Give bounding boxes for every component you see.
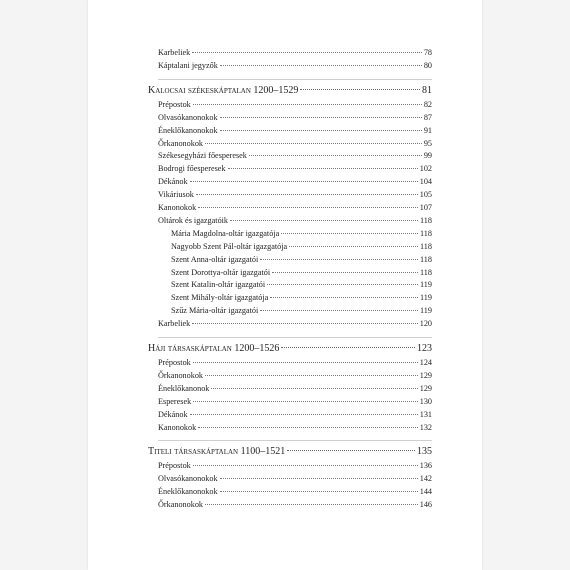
dot-leader (192, 52, 422, 53)
page-number: 136 (419, 461, 432, 471)
dot-leader (270, 297, 418, 298)
toc-entry[interactable] (158, 383, 432, 395)
toc-entry-label: Kanonokok (158, 203, 197, 212)
dot-leader (220, 130, 422, 131)
page-number: 123 (417, 343, 432, 354)
dot-leader (205, 143, 422, 144)
section-title (148, 445, 285, 459)
page-number: 119 (420, 280, 432, 290)
toc-entry-label: Nagyobb Szent Pál-oltár igazgatója (171, 241, 288, 251)
page-number: 99 (423, 151, 432, 161)
page-number: 118 (420, 228, 432, 238)
toc-subentry[interactable] (171, 228, 432, 240)
page-number: 118 (420, 254, 432, 264)
toc-entry-label: Kanonokok (158, 422, 197, 432)
toc-entry-label: Őrkanonokok (158, 138, 204, 148)
page-number: 102 (419, 164, 432, 174)
dot-leader (205, 375, 418, 376)
toc-entry-label: Éneklőkanonok (158, 383, 210, 393)
page-number: 87 (423, 112, 432, 122)
toc-entry-label: Káptalani jegyzők (158, 60, 218, 70)
toc-entry[interactable] (158, 370, 432, 382)
page-number: 144 (419, 487, 432, 497)
toc-subentry[interactable] (171, 241, 432, 253)
section-divider (158, 440, 432, 441)
section-divider (158, 79, 432, 80)
toc-entry-label: Szent Mihály-oltár igazgatója (171, 293, 269, 303)
toc-section-heading[interactable] (148, 84, 432, 98)
toc-entry-label: Dékánok (158, 409, 188, 419)
toc-entry[interactable] (158, 60, 432, 72)
dot-leader (260, 310, 418, 311)
page-number: 80 (423, 60, 432, 70)
dot-leader (193, 465, 418, 466)
dot-leader (192, 323, 417, 324)
toc-entry-label: Éneklőkanonokok (158, 487, 218, 497)
page-number: 129 (419, 370, 432, 380)
dot-leader (193, 104, 422, 105)
toc-subentry[interactable] (171, 267, 432, 279)
toc-entry-label: Karbeliek (158, 48, 191, 57)
page-number: 120 (419, 319, 432, 329)
toc-entry-label: Bodrogi főesperesek (158, 164, 226, 174)
dot-leader (267, 284, 418, 285)
dot-leader (193, 362, 418, 363)
section-title-years: 1200–1526 (231, 343, 280, 354)
page-number: 118 (420, 267, 432, 277)
section-title (148, 342, 279, 356)
section-title-name: Titeli társaskáptalan (148, 446, 239, 458)
toc-subentry[interactable] (171, 254, 432, 266)
page-number: 119 (420, 293, 432, 303)
dot-leader (220, 65, 422, 66)
page-number: 118 (420, 215, 432, 225)
toc-entry[interactable] (158, 163, 432, 175)
page-number: 81 (422, 84, 432, 96)
toc-entry-label: Őrkanonokok (158, 370, 204, 380)
toc-entry[interactable] (158, 150, 432, 162)
page-number: 105 (419, 190, 432, 200)
toc-entry-label: Oltárok és igazgatóik (158, 215, 229, 225)
toc-entry-label: Olvasókanonokok (158, 112, 218, 122)
toc-entry-label: Olvasókanonokok (158, 474, 218, 484)
toc-subentry[interactable] (171, 279, 432, 291)
section-title-years: 1200–1529 (250, 84, 299, 96)
toc-entry[interactable] (158, 202, 432, 214)
toc-entry-label: Karbeliek (158, 319, 191, 329)
toc-entry[interactable] (158, 473, 432, 485)
toc-entry[interactable] (158, 486, 432, 498)
toc-entry-label: Szűz Mária-oltár igazgatói (171, 306, 259, 316)
dot-leader (281, 347, 415, 348)
toc-entry[interactable] (158, 125, 432, 137)
dot-leader (198, 427, 418, 428)
dot-leader (249, 155, 422, 156)
toc-entry[interactable] (158, 176, 432, 188)
toc-entry[interactable] (158, 422, 432, 434)
toc-entry[interactable] (158, 138, 432, 150)
dot-leader (287, 450, 415, 451)
toc-section-heading[interactable] (148, 342, 432, 356)
toc-entry-label: Prépostok (158, 358, 191, 367)
toc-entry-label: Székesegyházi főesperesek (158, 151, 247, 161)
toc-entry[interactable] (158, 409, 432, 421)
page-number: 91 (423, 125, 432, 135)
dot-leader (198, 207, 418, 208)
toc-section-heading[interactable] (148, 445, 432, 459)
toc-entry[interactable] (158, 47, 432, 59)
page-number: 146 (419, 500, 432, 510)
dot-leader (228, 168, 418, 169)
toc-entry[interactable] (158, 396, 432, 408)
page-number: 118 (420, 241, 432, 251)
dot-leader (289, 246, 418, 247)
page-number: 130 (419, 396, 432, 406)
page-number: 142 (419, 474, 432, 484)
dot-leader (193, 401, 418, 402)
toc-entry-label: Szent Anna-oltár igazgatói (171, 254, 259, 264)
page-number: 131 (419, 409, 432, 419)
dot-leader (211, 388, 417, 389)
dot-leader (190, 181, 418, 182)
toc-entry[interactable] (158, 189, 432, 201)
toc-entry-label: Szent Katalin-oltár igazgatói (171, 280, 266, 290)
toc-entry[interactable] (158, 99, 432, 111)
toc-entry[interactable] (158, 112, 432, 124)
toc-entry-label: Prépostok (158, 461, 191, 471)
page-number: 95 (423, 138, 432, 148)
toc-subentry[interactable] (171, 292, 432, 304)
dot-leader (205, 504, 418, 505)
page-number: 119 (420, 306, 432, 316)
toc-entry-label: Szent Dorottya-oltár igazgatói (171, 267, 271, 277)
toc-entry[interactable] (158, 460, 432, 472)
toc-entry-label: Prépostok (158, 99, 191, 109)
toc-subentry[interactable] (171, 305, 432, 317)
dot-leader (300, 89, 420, 90)
page-number: 129 (419, 383, 432, 393)
section-title-name: Háji társaskáptalan (148, 343, 232, 354)
page-number: 82 (423, 99, 432, 109)
page-number: 124 (419, 358, 432, 367)
page-number: 132 (419, 422, 432, 432)
dot-leader (220, 491, 418, 492)
dot-leader (220, 478, 418, 479)
dot-leader (260, 259, 418, 260)
toc-entry[interactable] (158, 499, 432, 511)
dot-leader (272, 272, 418, 273)
section-divider (158, 337, 432, 338)
section-title-years: 1100–1521 (238, 446, 286, 458)
toc-entry-label: Éneklőkanonokok (158, 125, 218, 135)
dot-leader (190, 414, 418, 415)
page-number: 104 (419, 177, 432, 187)
section-title-name: Kalocsai székeskáptalan (148, 84, 251, 96)
toc-entry-label: Dékánok (158, 177, 188, 187)
toc-entry[interactable] (158, 318, 432, 330)
dot-leader (230, 220, 418, 221)
page-number: 107 (419, 203, 432, 212)
toc-entry-label: Esperesek (158, 396, 192, 406)
toc-entry-label: Őrkanonokok (158, 500, 204, 510)
dot-leader (196, 194, 418, 195)
dot-leader (220, 117, 422, 118)
page-number: 135 (417, 446, 432, 458)
section-title (148, 84, 298, 98)
toc-entry[interactable] (158, 215, 432, 227)
toc-entry-label: Vikáriusok (158, 190, 194, 200)
dot-leader (281, 233, 418, 234)
document-page (88, 0, 482, 570)
page-number: 78 (423, 48, 432, 57)
toc-entry[interactable] (158, 357, 432, 369)
toc-entry-label: Mária Magdolna-oltár igazgatója (171, 228, 280, 238)
